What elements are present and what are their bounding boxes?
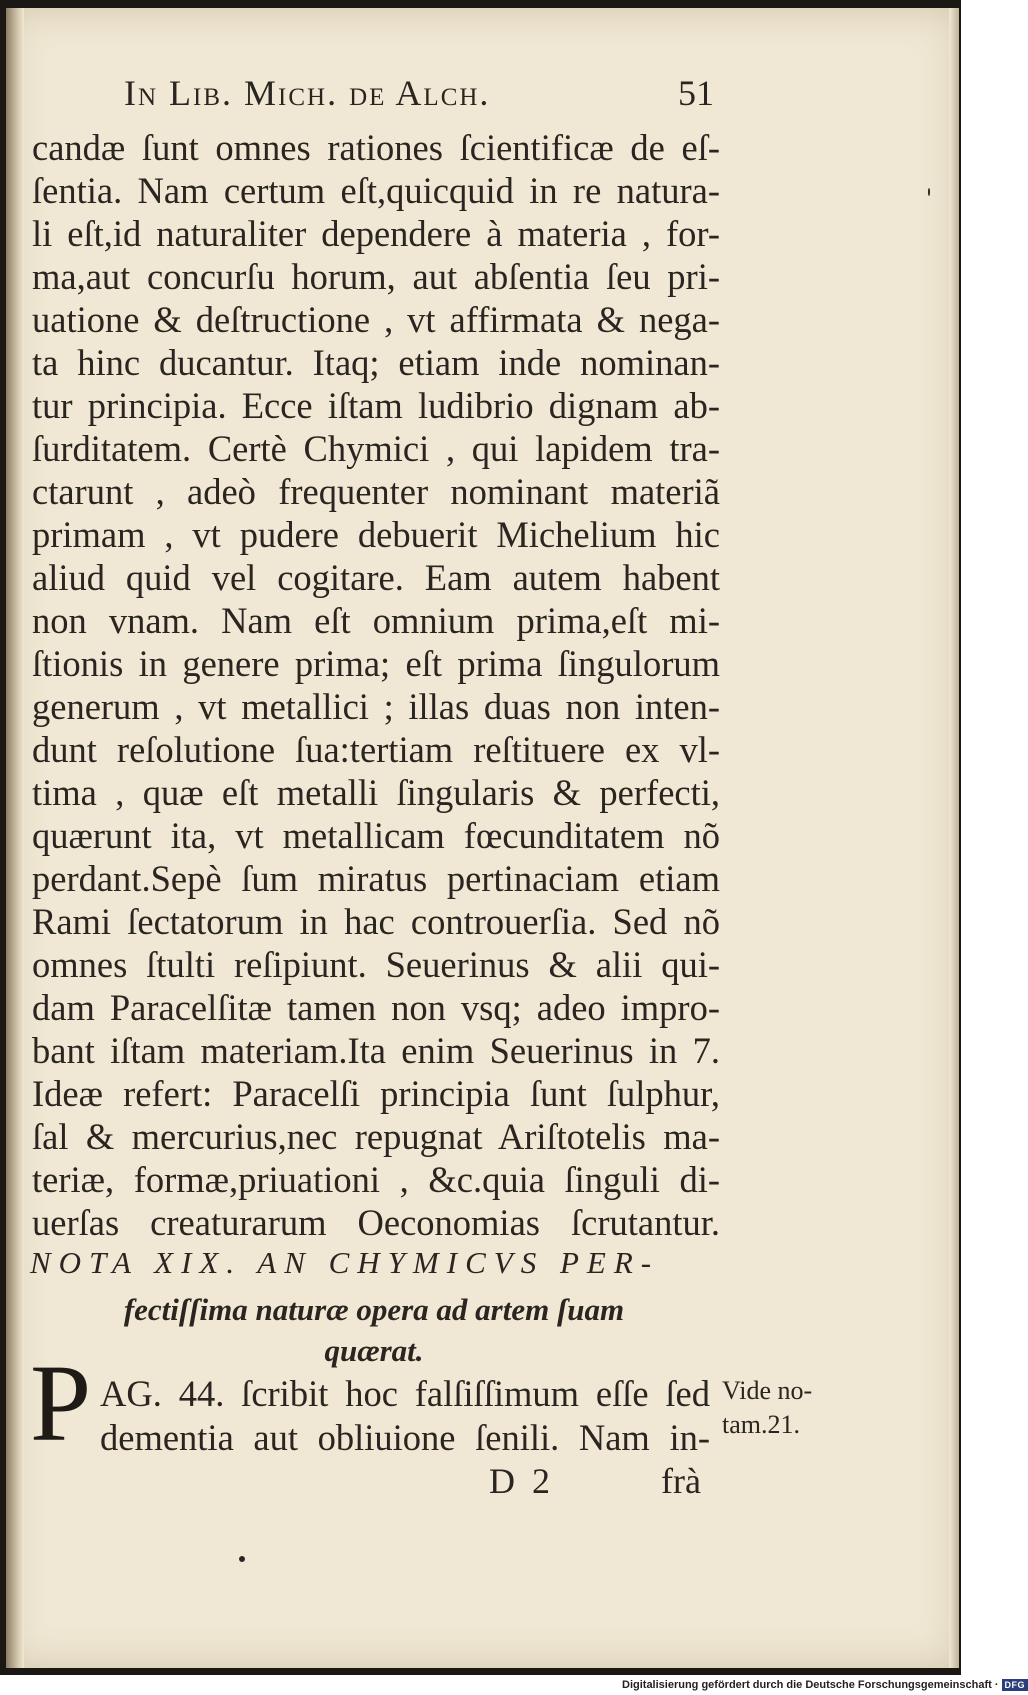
text-line: generum , vt metallici ; illas duas non inten- — [32, 686, 720, 727]
text-line: omnes ſtulti reſipiunt. Seuerinus & alii qui- — [32, 944, 720, 985]
signature-mark: D 2 — [489, 1461, 554, 1501]
page-number: 51 — [678, 73, 714, 113]
text-line: ctarunt , adeò frequenter nominant materiã — [32, 471, 720, 512]
text-line: tur principia. Ecce iſtam ludibrio dignam ab- — [32, 385, 720, 426]
note-subheading-line: quærat. — [324, 1333, 424, 1368]
paragraph — [100, 1372, 710, 1460]
book-page — [6, 8, 959, 1668]
running-head: In Lib. Mich. de Alch. — [124, 73, 491, 113]
text-line: ſtionis in genere prima; eſt prima ſingulorum — [32, 643, 720, 684]
text-line: tima , quæ eſt metalli ſingularis & perfecti, — [32, 772, 720, 813]
text-line: dam Paracelſitæ tamen non vsq; adeo impro- — [32, 987, 720, 1028]
note-heading: NOTA XIX. AN CHYMICVS PER- — [30, 1245, 660, 1280]
ink-speck — [928, 188, 930, 196]
marginal-note-line: tam.21. — [722, 1410, 800, 1439]
marginal-note-line: Vide no- — [722, 1376, 813, 1405]
text-line: candæ ſunt omnes rationes ſcientificæ de eſ- — [32, 127, 720, 168]
text-line: dunt reſolutione ſua:tertiam reſtituere ex vl- — [32, 729, 720, 770]
text-line: teriæ, formæ,priuationi , &c.quia ſinguli di- — [32, 1159, 720, 1200]
note-subheading-line: fectiſſima naturæ opera ad artem ſuam — [123, 1292, 625, 1327]
text-line: li eſt,id naturaliter dependere à materia , for- — [32, 213, 720, 254]
page-edge — [949, 8, 959, 1668]
text-line: Ideæ refert: Paracelſi principia ſunt ſulphur, — [32, 1073, 720, 1114]
note-subheading — [114, 1289, 634, 1371]
dfg-logo: DFG — [1002, 1679, 1028, 1691]
text-line: dementia aut obliuione ſenili. Nam in- — [100, 1417, 710, 1458]
text-line: ſal & mercurius,nec repugnat Ariſtotelis ma- — [32, 1116, 720, 1157]
body-text — [32, 126, 720, 1244]
text-line: perdant.Sepè ſum miratus pertinaciam etiam — [32, 858, 720, 899]
catchword: frà — [661, 1461, 701, 1501]
text-line: Rami ſectatorum in hac controuerſia. Sed nõ — [32, 901, 720, 942]
text-line: bant iſtam materiam.Ita enim Seuerinus in 7. — [32, 1030, 720, 1071]
text-line: non vnam. Nam eſt omnium prima,eſt mi- — [32, 600, 720, 641]
text-line: ta hinc ducantur. Itaq; etiam inde nominan- — [32, 342, 720, 383]
ink-speck — [239, 1556, 245, 1562]
marginal-note — [722, 1374, 842, 1442]
text-line: AG. 44. ſcribit hoc falſiſſimum eſſe ſed — [100, 1373, 710, 1414]
text-line: uerſas creaturarum Oeconomias ſcrutantur. — [32, 1202, 720, 1243]
text-line: ſurditatem. Certè Chymici , qui lapidem tra- — [32, 428, 720, 469]
text-line: aliud quid vel cogitare. Eam autem habent — [32, 557, 720, 598]
text-line: uatione & deſtructione , vt affirmata & nega- — [32, 299, 720, 340]
footer-text: Digitalisierung gefördert durch die Deutsche Forschungsgemeinschaft · — [622, 1679, 999, 1691]
text-line: quærunt ita, vt metallicam fœcunditatem nõ — [32, 815, 720, 856]
digitization-footer — [622, 1679, 1028, 1691]
text-line: ſentia. Nam certum eſt,quicquid in re natura- — [32, 170, 720, 211]
text-line: primam , vt pudere debuerit Michelium hic — [32, 514, 720, 555]
text-line: ma,aut concurſu horum, aut abſentia ſeu pri- — [32, 256, 720, 297]
drop-cap: P — [30, 1342, 92, 1464]
page-gutter — [6, 8, 24, 1668]
